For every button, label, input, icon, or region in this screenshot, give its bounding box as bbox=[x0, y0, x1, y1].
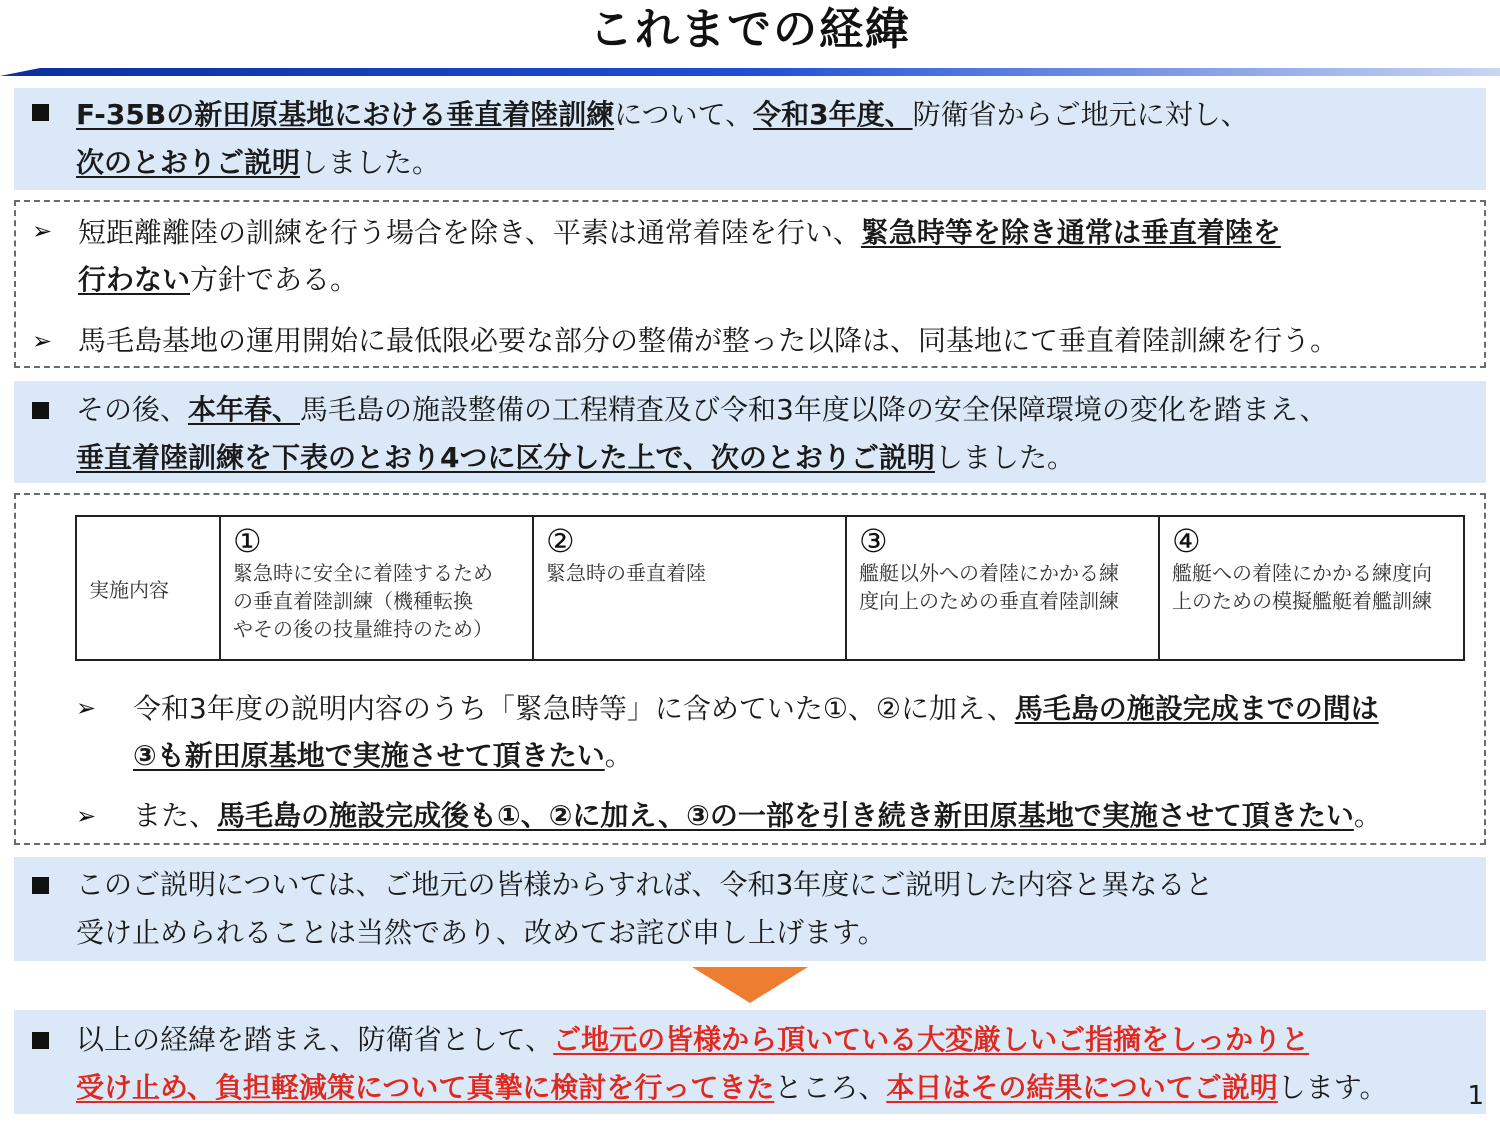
square-bullet-icon bbox=[32, 1032, 49, 1049]
table-cell-4 bbox=[1159, 516, 1464, 660]
text-run: 垂直着陸訓練を下表のとおり4つに区分した上で、次のとおりご説明 bbox=[76, 441, 935, 474]
text-run: しました。 bbox=[300, 146, 441, 179]
text-run: 本日はその結果についてご説明 bbox=[886, 1071, 1278, 1104]
text-run: 本年春、 bbox=[188, 393, 301, 426]
section-4-line-2 bbox=[76, 1065, 1388, 1111]
circled-number-4: ④ bbox=[1172, 522, 1201, 560]
text-run: します。 bbox=[1277, 1071, 1388, 1104]
text-run: ③も新田原基地で実施させて頂きたい bbox=[133, 739, 605, 772]
text-run: F-35Bの新田原基地における垂直着陸訓練 bbox=[76, 98, 615, 131]
text-run: 令和3年度の説明内容のうち「緊急時等」に含めていた①、②に加え、 bbox=[133, 692, 1015, 725]
text-run: 馬毛島の施設完成までの間は bbox=[1014, 692, 1379, 725]
circled-number-2: ② bbox=[546, 522, 575, 560]
section-4-line-1 bbox=[76, 1017, 1309, 1063]
cell-3-line-2: 度向上のための垂直着陸訓練 bbox=[859, 589, 1119, 613]
circled-number-3: ③ bbox=[859, 522, 888, 560]
arrow-bullet-icon: ➢ bbox=[76, 694, 97, 722]
text-run: 以上の経緯を踏まえ、防衛省として、 bbox=[76, 1023, 554, 1056]
cell-1-line-1: 緊急時に安全に着陸するため bbox=[233, 561, 493, 585]
text-run: その後、 bbox=[76, 393, 189, 426]
square-bullet-icon bbox=[32, 104, 49, 121]
box-2-item-1-line-2 bbox=[133, 733, 633, 779]
text-run: 受け止め、負担軽減策について真摯に検討を行ってきた bbox=[76, 1071, 775, 1104]
text-run: について、 bbox=[614, 98, 754, 131]
section-2-line-1 bbox=[76, 387, 1328, 433]
table-header-label: 実施内容 bbox=[89, 577, 169, 602]
arrow-bullet-icon: ➢ bbox=[76, 802, 97, 830]
cell-1-line-3: やその後の技量維持のため） bbox=[233, 617, 493, 641]
text-run: ご地元の皆様から頂いている大変厳しいご指摘をしっかりと bbox=[553, 1023, 1310, 1056]
table-cell-1 bbox=[220, 516, 533, 660]
cell-1-line-2: の垂直着陸訓練（機種転換 bbox=[233, 589, 473, 613]
box-1-item-2: 馬毛島基地の運用開始に最低限必要な部分の整備が整った以降は、同基地にて垂直着陸訓練を行う。 bbox=[78, 324, 1339, 357]
text-run: また、 bbox=[133, 799, 218, 832]
section-1-line-1 bbox=[76, 92, 1249, 138]
text-run: 短距離離陸の訓練を行う場合を除き、平素は通常着陸を行い、 bbox=[78, 216, 861, 249]
table-cell-3 bbox=[846, 516, 1159, 660]
section-3 bbox=[14, 857, 1486, 961]
section-1-line-2 bbox=[76, 140, 440, 186]
text-run: ところ、 bbox=[774, 1071, 887, 1104]
text-run: 令和3年度、 bbox=[753, 98, 913, 131]
square-bullet-icon bbox=[32, 877, 49, 894]
table-row bbox=[76, 516, 1464, 660]
section-3-line-1: このご説明については、ご地元の皆様からすれば、令和3年度にご説明した内容と異なると bbox=[76, 868, 1214, 901]
box-1-item-1-line-2 bbox=[78, 257, 358, 303]
square-bullet-icon bbox=[32, 402, 49, 419]
section-2 bbox=[14, 381, 1486, 483]
text-run: 。 bbox=[604, 739, 633, 772]
page-title: これまでの経緯 bbox=[589, 4, 911, 55]
text-run: 行わない bbox=[78, 263, 191, 296]
section-4 bbox=[14, 1010, 1486, 1114]
text-run: 方針である。 bbox=[190, 263, 359, 296]
text-run: 緊急時等を除き通常は垂直着陸を bbox=[860, 216, 1281, 249]
down-arrow-icon bbox=[692, 967, 808, 1003]
training-category-table bbox=[75, 515, 1465, 661]
box-2-item-2 bbox=[133, 793, 1382, 839]
cell-3-line-1: 艦艇以外への着陸にかかる練 bbox=[859, 561, 1119, 585]
text-run: 次のとおりご説明 bbox=[76, 146, 301, 179]
box-2-item-1-line-1 bbox=[133, 686, 1379, 732]
title-underline bbox=[0, 66, 1500, 78]
table-cell-2 bbox=[533, 516, 846, 660]
page-number: 1 bbox=[1467, 1081, 1484, 1111]
cell-4-line-2: 上のための模擬艦艇着艦訓練 bbox=[1172, 589, 1432, 613]
text-run: しました。 bbox=[934, 441, 1075, 474]
text-run: 馬毛島の施設完成後も①、②に加え、③の一部を引き続き新田原基地で実施させて頂きたい bbox=[217, 799, 1354, 832]
section-2-line-2 bbox=[76, 435, 1075, 481]
section-1 bbox=[14, 88, 1486, 190]
text-run: 。 bbox=[1353, 799, 1382, 832]
text-run: 馬毛島の施設整備の工程精査及び令和3年度以降の安全保障環境の変化を踏まえ、 bbox=[300, 393, 1328, 426]
detail-box-1 bbox=[14, 200, 1486, 368]
cell-4-line-1: 艦艇への着陸にかかる練度向 bbox=[1172, 561, 1432, 585]
text-run: 防衛省からご地元に対し、 bbox=[912, 98, 1249, 131]
arrow-bullet-icon: ➢ bbox=[32, 327, 53, 355]
arrow-bullet-icon: ➢ bbox=[32, 217, 53, 245]
section-3-line-2: 受け止められることは当然であり、改めてお詫び申し上げます。 bbox=[76, 916, 886, 949]
table-header-cell bbox=[76, 516, 220, 660]
cell-2-line-1: 緊急時の垂直着陸 bbox=[546, 561, 706, 585]
box-1-item-1-line-1 bbox=[78, 210, 1281, 256]
circled-number-1: ① bbox=[233, 522, 262, 560]
